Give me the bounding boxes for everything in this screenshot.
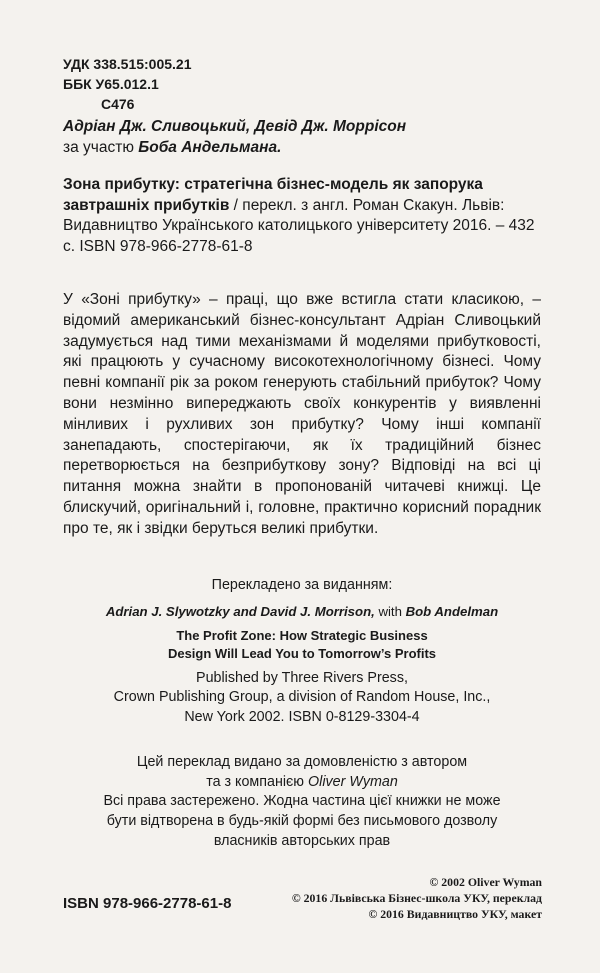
copyright-line-2: © 2016 Львівська Бізнес-школа УКУ, переклад bbox=[291, 891, 542, 905]
copyright-line-1: © 2002 Oliver Wyman bbox=[429, 875, 542, 889]
bibliographic-details: / перекл. з англ. Роман Скакун. Львів: Видавництво Українського католицького університету 2016. – 432 с. ISBN 978-966-2778-61-8 bbox=[63, 196, 535, 255]
co-author-prefix: за участю bbox=[63, 139, 139, 156]
book-title: Зона прибутку: стратегічна бізнес-модель як запорука завтрашніх прибутків bbox=[63, 176, 483, 214]
isbn-bottom: ISBN 978-966-2778-61-8 bbox=[63, 895, 232, 912]
original-edition-block bbox=[63, 576, 541, 727]
rights-company: Oliver Wyman bbox=[308, 773, 398, 790]
annotation bbox=[63, 290, 541, 540]
udc-code: УДК 338.515:005.21 bbox=[63, 56, 192, 72]
authors-block bbox=[63, 116, 543, 158]
bibliographic-record bbox=[63, 175, 541, 257]
original-intro: Перекладено за виданням: bbox=[211, 577, 393, 593]
original-authors: Adrian J. Slywotzky and David J. Morrison, bbox=[105, 603, 375, 619]
rights-line-2 bbox=[63, 773, 541, 793]
original-title-line-2: Design Will Lead You to Tomorrow’s Profits bbox=[167, 645, 437, 661]
rights-line-2-prefix: та з компанією bbox=[206, 773, 309, 790]
publisher-line-1: Published by Three Rivers Press, bbox=[196, 669, 408, 686]
lbc-code: ББК У65.012.1 bbox=[63, 76, 159, 92]
original-title-line-1: The Profit Zone: How Strategic Business bbox=[176, 627, 428, 643]
rights-line-1: Цей переклад видано за домовленістю з автором bbox=[136, 754, 468, 770]
publisher-line-2: Crown Publishing Group, a division of Random House, Inc., bbox=[113, 689, 491, 705]
original-authors-line bbox=[63, 602, 541, 621]
annotation-text: У «Зоні прибутку» – праці, що вже встигла стати класикою, – відомий американський бізнес-консультант Адріан Сливоцький задумується над тими механізмами й моделями прибутковості, які працюють у сучасному високотехнологічному бізнесі. Чому певні компанії рік за роком генерують стабільний прибуток? Чому вони незмінно випереджають своїх конкурентів у виявленні мінливих і рухливих зон прибутку? Чому інші компанії занепадають, спостерігаючи, як їх традиційний бізнес перетворюється на безприбуткову зону? Відповіді на всі ці питання можна знайти в пропонованій читачеві книжці. Це блискучий, оригінальний і, головне, практично корисний порадник про те, як і звідки беруться великі прибутки. bbox=[63, 291, 541, 537]
original-with: with bbox=[374, 603, 406, 619]
original-coauthor: Bob Andelman bbox=[405, 603, 499, 619]
author-names: Адріан Дж. Сливоцький, Девід Дж. Моррісон bbox=[63, 118, 407, 135]
copyright-block bbox=[292, 874, 542, 922]
rights-block bbox=[63, 753, 541, 852]
rights-line-4: бути відтворена в будь-якій формі без письмового дозволу bbox=[106, 813, 498, 830]
co-author-line bbox=[63, 137, 543, 158]
publisher-line-3: New York 2002. ISBN 0-8129-3304-4 bbox=[184, 708, 420, 725]
rights-line-5: власників авторських прав bbox=[213, 832, 391, 849]
copyright-line-3: © 2016 Видавництво УКУ, макет bbox=[368, 907, 542, 921]
classification-block bbox=[63, 54, 192, 114]
co-author-name: Боба Андельмана. bbox=[138, 139, 282, 156]
rights-line-3: Всі права застережено. Жодна частина цієї книжки не може bbox=[103, 793, 501, 810]
cutter-code: С476 bbox=[101, 96, 135, 112]
